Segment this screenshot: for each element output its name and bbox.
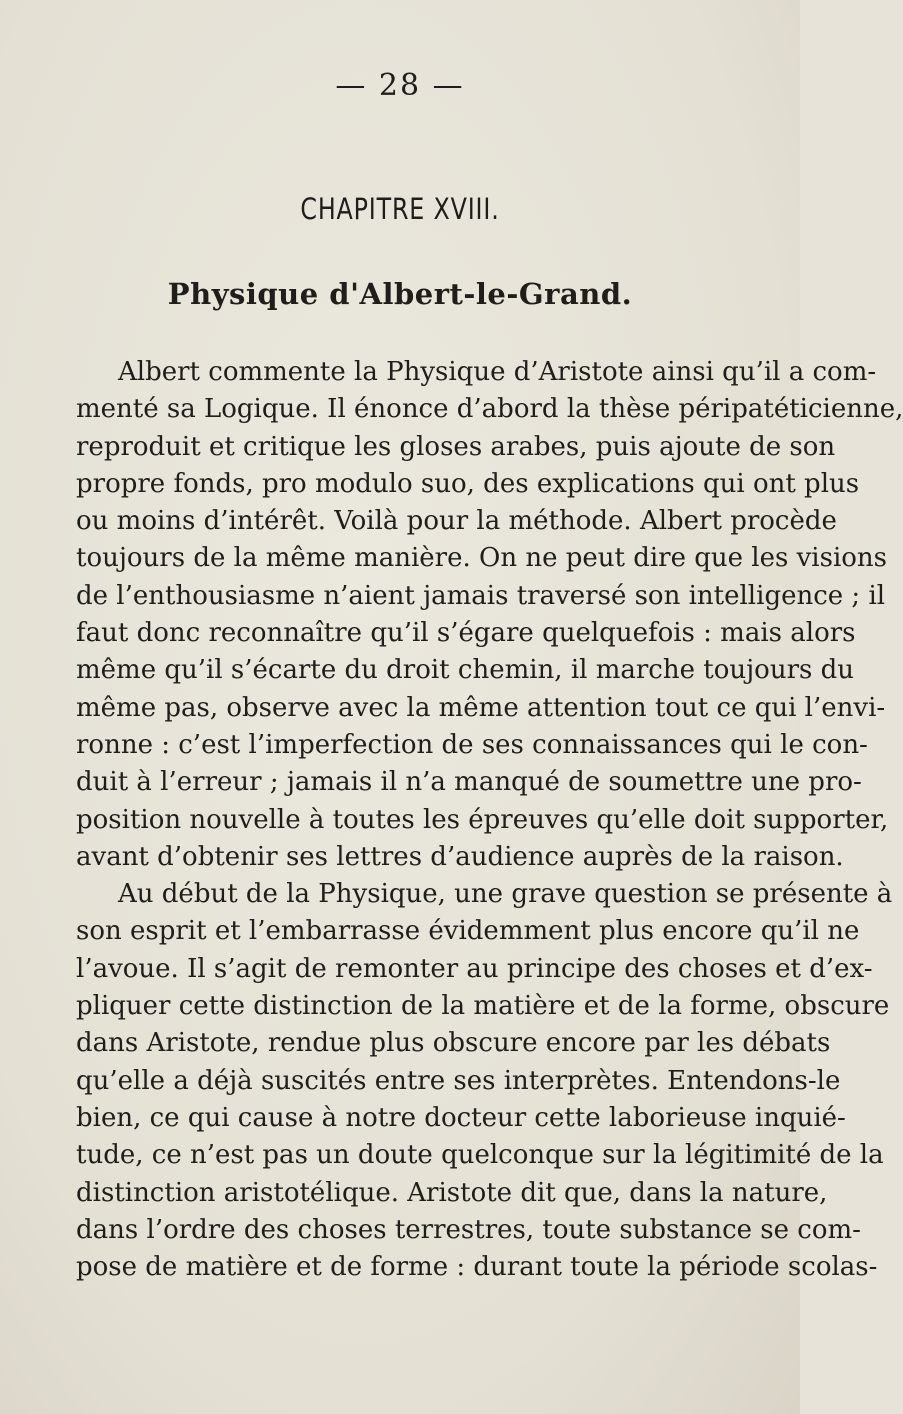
text-line: même qu’il s’écarte du droit chemin, il marche toujours du xyxy=(76,655,854,686)
text-line: Albert commente la Physique d’Aristote ainsi qu’il a com- xyxy=(118,357,877,387)
text-line: tude, ce n’est pas un doute quelconque sur la légitimité de la xyxy=(76,1140,884,1171)
text-line: menté sa Logique. Il énonce d’abord la thèse péripatéticienne, xyxy=(76,394,903,425)
text-line: reproduit et critique les gloses arabes, puis ajoute de son xyxy=(76,431,836,462)
paragraph-1 xyxy=(76,354,903,876)
text-line: avant d’obtenir ses lettres d’audience auprès de la raison. xyxy=(76,841,844,872)
text-line: ou moins d’intérêt. Voilà pour la méthode. Albert procède xyxy=(76,506,837,537)
text-line: propre fonds, pro modulo suo, des explications qui ont plus xyxy=(76,468,860,499)
text-line: qu’elle a déjà suscités entre ses interprètes. Entendons-le xyxy=(76,1065,841,1096)
text-line: même pas, observe avec la même attention tout ce qui l’envi- xyxy=(76,692,886,723)
text-line: faut donc reconnaître qu’il s’égare quelquefois : mais alors xyxy=(76,618,856,649)
text-line: position nouvelle à toutes les épreuves qu’elle doit supporter, xyxy=(76,804,889,835)
text-line: pliquer cette distinction de la matière et de la forme, obscure xyxy=(76,991,890,1022)
text-line: ronne : c’est l’imperfection de ses connaissances qui le con- xyxy=(76,729,868,760)
text-line: Au début de la Physique, une grave question se présente à xyxy=(118,879,893,910)
text-line: pose de matière et de forme : durant toute la période scolas- xyxy=(76,1252,878,1283)
text-line: duit à l’erreur ; jamais il n’a manqué de soumettre une pro- xyxy=(76,767,862,798)
text-line: dans l’ordre des choses terrestres, toute substance se com- xyxy=(76,1214,861,1245)
text-line: l’avoue. Il s’agit de remonter au principe des choses et d’ex- xyxy=(76,953,873,984)
body-text xyxy=(76,354,903,1286)
chapter-heading: CHAPITRE XVIII. xyxy=(300,192,500,226)
text-line: son esprit et l’embarrasse évidemment plus encore qu’il ne xyxy=(76,916,860,947)
text-line: distinction aristotélique. Aristote dit que, dans la nature, xyxy=(76,1177,828,1208)
text-line: bien, ce qui cause à notre docteur cette laborieuse inquié- xyxy=(76,1102,846,1133)
paragraph-2 xyxy=(76,876,893,1286)
text-line: dans Aristote, rendue plus obscure encore par les débats xyxy=(76,1028,831,1059)
text-line: de l’enthousiasme n’aient jamais traversé son intelligence ; il xyxy=(76,580,886,611)
text-line: toujours de la même manière. On ne peut dire que les visions xyxy=(76,543,888,574)
section-title: Physique d'Albert-le-Grand. xyxy=(167,277,633,311)
page-number: — 28 — xyxy=(335,68,465,103)
